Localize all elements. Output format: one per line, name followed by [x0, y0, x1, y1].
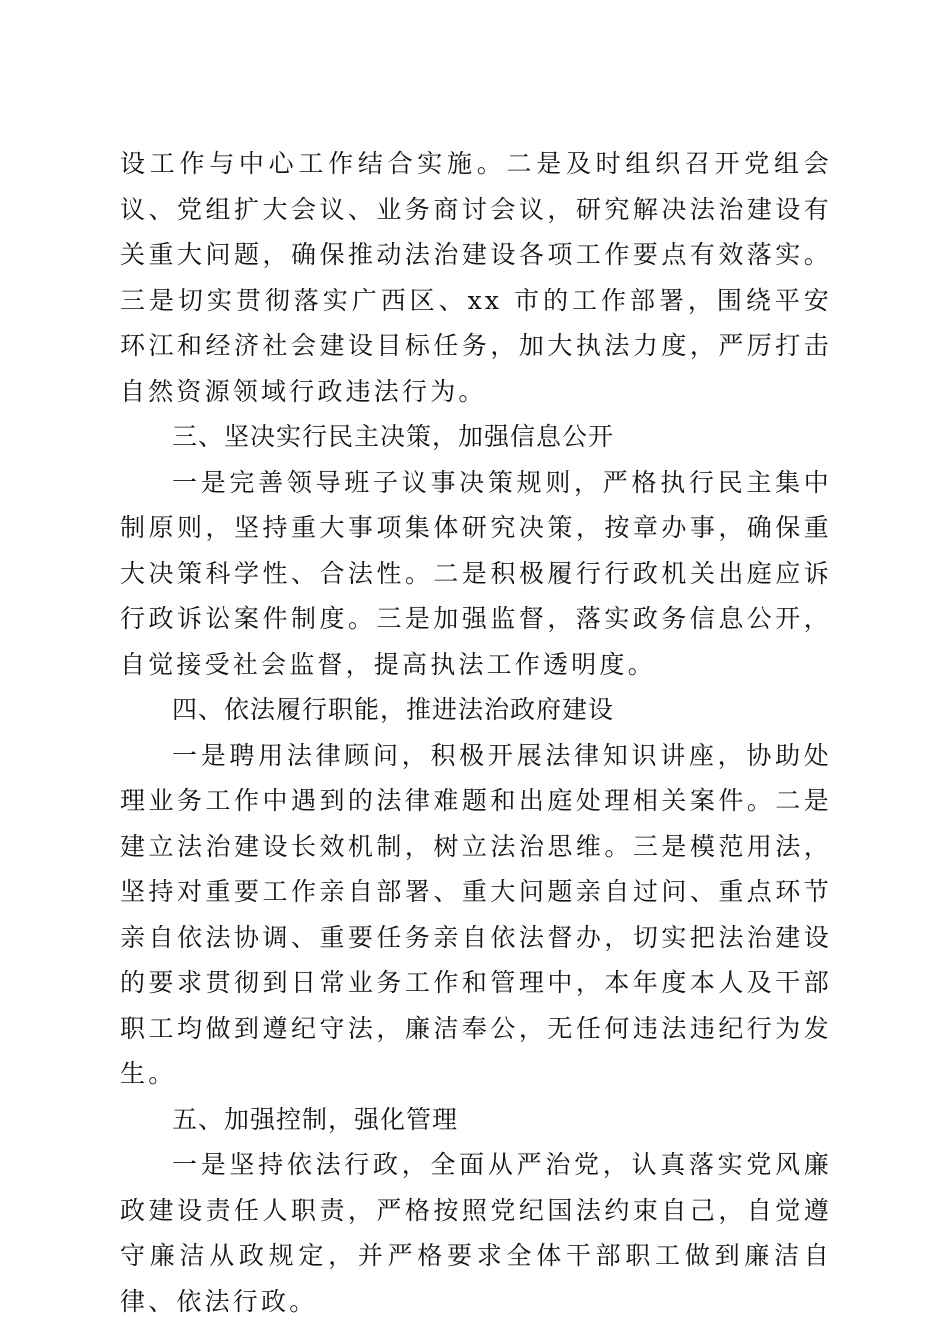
body-paragraph: 一是坚持依法行政，全面从严治党，认真落实党风廉政建设责任人职责，严格按照党纪国法约束自己，自觉遵守廉洁从政规定，并严格要求全体干部职工做到廉洁自律、依法行政。	[120, 1150, 832, 1316]
document-page	[120, 141, 832, 1324]
body-paragraph: 设工作与中心工作结合实施。二是及时组织召开党组会议、党组扩大会议、业务商讨会议，研究解决法治建设有关重大问题，确保推动法治建设各项工作要点有效落实。三是切实贯彻落实广西区、xx 市的工作部署，围绕平安环江和经济社会建设目标任务，加大执法力度，严厉打击自然资源领域行政违法行为。	[120, 149, 832, 406]
section-heading-3: 三、坚决实行民主决策，加强信息公开	[172, 422, 615, 451]
section-heading-5: 五、加强控制，强化管理	[172, 1104, 459, 1134]
body-paragraph: 一是完善领导班子议事决策规则，严格执行民主集中制原则，坚持重大事项集体研究决策，按章办事，确保重大决策科学性、合法性。二是积极履行行政机关出庭应诉行政诉讼案件制度。三是加强监督，落实政务信息公开，自觉接受社会监督，提高执法工作透明度。	[120, 467, 832, 679]
body-paragraph: 一是聘用法律顾问，积极开展法律知识讲座，协助处理业务工作中遇到的法律难题和出庭处理相关案件。二是建立法治建设长效机制，树立法治思维。三是模范用法，坚持对重要工作亲自部署、重大问题亲自过问、重点环节亲自依法协调、重要任务亲自依法督办，切实把法治建设的要求贯彻到日常业务工作和管理中，本年度本人及干部职工均做到遵纪守法，廉洁奉公，无任何违法违纪行为发生。	[120, 740, 832, 1088]
section-heading-4: 四、依法履行职能，推进法治政府建设	[172, 695, 615, 724]
